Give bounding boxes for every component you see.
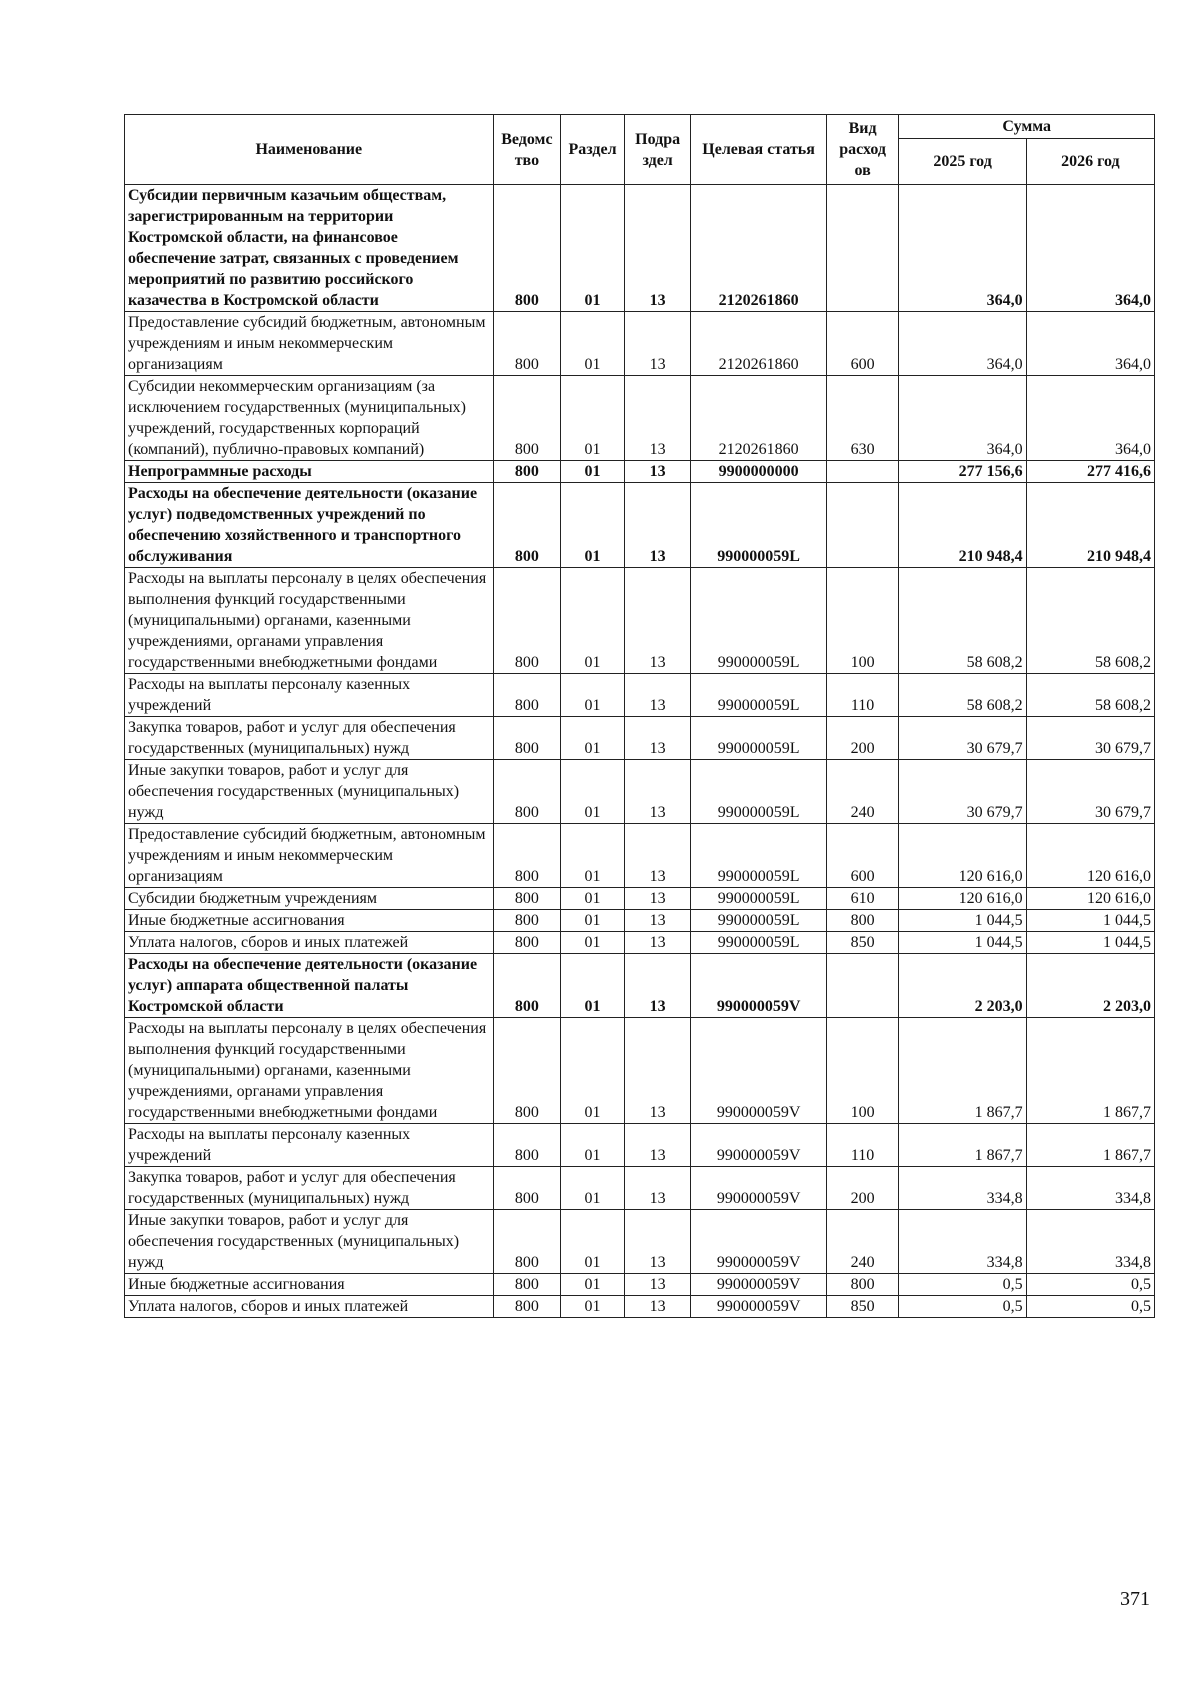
cell-sum-2026: 58 608,2 xyxy=(1026,674,1154,717)
cell-subsection: 13 xyxy=(624,376,691,461)
cell-section: 01 xyxy=(561,760,625,824)
cell-sum-2025: 0,5 xyxy=(899,1274,1026,1296)
cell-subsection: 13 xyxy=(624,568,691,674)
cell-dept: 800 xyxy=(493,932,561,954)
cell-exptype: 850 xyxy=(826,1296,899,1318)
cell-sum-2025: 58 608,2 xyxy=(899,674,1026,717)
cell-subsection: 13 xyxy=(624,312,691,376)
cell-name: Расходы на выплаты персоналу в целях обеспечения выполнения функций государственными (муниципальными) органами, казенными учреждениями, органами управления государственными внебюджетными фондами xyxy=(125,568,494,674)
cell-section: 01 xyxy=(561,1018,625,1124)
cell-exptype: 800 xyxy=(826,910,899,932)
cell-section: 01 xyxy=(561,483,625,568)
cell-subsection: 13 xyxy=(624,1018,691,1124)
table-header xyxy=(125,115,1155,185)
cell-sum-2025: 1 044,5 xyxy=(899,932,1026,954)
table-row xyxy=(125,483,1155,568)
cell-subsection: 13 xyxy=(624,824,691,888)
cell-subsection: 13 xyxy=(624,910,691,932)
cell-sum-2026: 1 044,5 xyxy=(1026,910,1154,932)
cell-name: Расходы на выплаты персоналу казенных учреждений xyxy=(125,674,494,717)
cell-dept: 800 xyxy=(493,483,561,568)
table-row xyxy=(125,1296,1155,1318)
cell-sum-2025: 30 679,7 xyxy=(899,717,1026,760)
cell-dept: 800 xyxy=(493,910,561,932)
cell-target: 2120261860 xyxy=(691,185,826,312)
cell-section: 01 xyxy=(561,568,625,674)
cell-sum-2025: 2 203,0 xyxy=(899,954,1026,1018)
cell-section: 01 xyxy=(561,954,625,1018)
cell-section: 01 xyxy=(561,312,625,376)
table-row xyxy=(125,185,1155,312)
cell-target: 990000059V xyxy=(691,1018,826,1124)
cell-name: Субсидии первичным казачьим обществам, зарегистрированным на территории Костромской области, на финансовое обеспечение затрат, связанных с проведением мероприятий по развитию российского казачества в Костромской области xyxy=(125,185,494,312)
cell-exptype: 630 xyxy=(826,376,899,461)
cell-dept: 800 xyxy=(493,1296,561,1318)
cell-exptype: 600 xyxy=(826,824,899,888)
cell-subsection: 13 xyxy=(624,185,691,312)
cell-target: 990000059V xyxy=(691,1296,826,1318)
cell-sum-2025: 277 156,6 xyxy=(899,461,1026,483)
cell-dept: 800 xyxy=(493,461,561,483)
cell-section: 01 xyxy=(561,824,625,888)
table-row xyxy=(125,312,1155,376)
cell-target: 990000059L xyxy=(691,888,826,910)
cell-dept: 800 xyxy=(493,888,561,910)
table-row xyxy=(125,824,1155,888)
cell-sum-2026: 277 416,6 xyxy=(1026,461,1154,483)
table-body xyxy=(125,185,1155,1318)
cell-name: Расходы на обеспечение деятельности (оказание услуг) подведомственных учреждений по обеспечению хозяйственного и транспортного обслуживания xyxy=(125,483,494,568)
cell-target: 990000059L xyxy=(691,717,826,760)
cell-exptype: 240 xyxy=(826,1210,899,1274)
cell-sum-2025: 0,5 xyxy=(899,1296,1026,1318)
cell-sum-2026: 1 044,5 xyxy=(1026,932,1154,954)
header-year-2026: 2026 год xyxy=(1026,139,1154,185)
cell-name: Закупка товаров, работ и услуг для обеспечения государственных (муниципальных) нужд xyxy=(125,717,494,760)
cell-dept: 800 xyxy=(493,1274,561,1296)
cell-sum-2026: 1 867,7 xyxy=(1026,1124,1154,1167)
cell-target: 990000059L xyxy=(691,483,826,568)
cell-subsection: 13 xyxy=(624,954,691,1018)
cell-target: 990000059V xyxy=(691,1210,826,1274)
cell-dept: 800 xyxy=(493,1210,561,1274)
cell-dept: 800 xyxy=(493,1018,561,1124)
cell-dept: 800 xyxy=(493,760,561,824)
cell-target: 990000059V xyxy=(691,1167,826,1210)
cell-dept: 800 xyxy=(493,1167,561,1210)
cell-subsection: 13 xyxy=(624,461,691,483)
cell-subsection: 13 xyxy=(624,888,691,910)
header-name: Наименование xyxy=(125,115,494,185)
cell-sum-2026: 30 679,7 xyxy=(1026,760,1154,824)
cell-subsection: 13 xyxy=(624,674,691,717)
cell-subsection: 13 xyxy=(624,932,691,954)
cell-subsection: 13 xyxy=(624,1167,691,1210)
cell-target: 990000059L xyxy=(691,760,826,824)
cell-target: 990000059V xyxy=(691,1274,826,1296)
table-row xyxy=(125,376,1155,461)
cell-section: 01 xyxy=(561,376,625,461)
cell-exptype: 240 xyxy=(826,760,899,824)
cell-exptype xyxy=(826,954,899,1018)
cell-target: 990000059V xyxy=(691,954,826,1018)
cell-name: Закупка товаров, работ и услуг для обеспечения государственных (муниципальных) нужд xyxy=(125,1167,494,1210)
cell-sum-2025: 120 616,0 xyxy=(899,824,1026,888)
cell-target: 9900000000 xyxy=(691,461,826,483)
table-row xyxy=(125,1018,1155,1124)
cell-section: 01 xyxy=(561,717,625,760)
table-row xyxy=(125,910,1155,932)
cell-section: 01 xyxy=(561,1124,625,1167)
table-row xyxy=(125,1274,1155,1296)
cell-section: 01 xyxy=(561,932,625,954)
cell-section: 01 xyxy=(561,461,625,483)
cell-subsection: 13 xyxy=(624,1296,691,1318)
cell-name: Иные бюджетные ассигнования xyxy=(125,910,494,932)
cell-name: Уплата налогов, сборов и иных платежей xyxy=(125,932,494,954)
table-row xyxy=(125,1167,1155,1210)
budget-table xyxy=(124,114,1155,1318)
cell-subsection: 13 xyxy=(624,1274,691,1296)
cell-target: 990000059L xyxy=(691,932,826,954)
cell-dept: 800 xyxy=(493,824,561,888)
cell-sum-2025: 1 044,5 xyxy=(899,910,1026,932)
cell-section: 01 xyxy=(561,1274,625,1296)
cell-sum-2026: 0,5 xyxy=(1026,1274,1154,1296)
cell-section: 01 xyxy=(561,1296,625,1318)
cell-sum-2025: 30 679,7 xyxy=(899,760,1026,824)
cell-name: Иные бюджетные ассигнования xyxy=(125,1274,494,1296)
cell-name: Непрограммные расходы xyxy=(125,461,494,483)
cell-sum-2025: 1 867,7 xyxy=(899,1018,1026,1124)
cell-subsection: 13 xyxy=(624,717,691,760)
cell-sum-2025: 334,8 xyxy=(899,1210,1026,1274)
cell-dept: 800 xyxy=(493,954,561,1018)
cell-sum-2026: 120 616,0 xyxy=(1026,888,1154,910)
cell-target: 2120261860 xyxy=(691,376,826,461)
table-row xyxy=(125,954,1155,1018)
table-row xyxy=(125,932,1155,954)
table-row xyxy=(125,674,1155,717)
cell-sum-2025: 58 608,2 xyxy=(899,568,1026,674)
cell-sum-2026: 210 948,4 xyxy=(1026,483,1154,568)
cell-exptype xyxy=(826,483,899,568)
cell-target: 990000059V xyxy=(691,1124,826,1167)
table-row xyxy=(125,1124,1155,1167)
header-exptype: Вид расход ов xyxy=(826,115,899,185)
header-year-2025: 2025 год xyxy=(899,139,1026,185)
cell-name: Субсидии некоммерческим организациям (за исключением государственных (муниципальных) учреждений, государственных корпораций (компаний), публично-правовых компаний) xyxy=(125,376,494,461)
cell-name: Предоставление субсидий бюджетным, автономным учреждениям и иным некоммерческим организациям xyxy=(125,824,494,888)
cell-sum-2026: 364,0 xyxy=(1026,312,1154,376)
table-row xyxy=(125,461,1155,483)
cell-name: Расходы на выплаты персоналу в целях обеспечения выполнения функций государственными (муниципальными) органами, казенными учреждениями, органами управления государственными внебюджетными фондами xyxy=(125,1018,494,1124)
cell-exptype: 850 xyxy=(826,932,899,954)
cell-sum-2026: 30 679,7 xyxy=(1026,717,1154,760)
cell-dept: 800 xyxy=(493,376,561,461)
cell-target: 990000059L xyxy=(691,910,826,932)
cell-name: Субсидии бюджетным учреждениям xyxy=(125,888,494,910)
cell-sum-2025: 364,0 xyxy=(899,312,1026,376)
cell-sum-2026: 120 616,0 xyxy=(1026,824,1154,888)
cell-dept: 800 xyxy=(493,1124,561,1167)
cell-sum-2026: 364,0 xyxy=(1026,185,1154,312)
cell-subsection: 13 xyxy=(624,1210,691,1274)
cell-exptype: 100 xyxy=(826,1018,899,1124)
cell-sum-2026: 334,8 xyxy=(1026,1167,1154,1210)
cell-dept: 800 xyxy=(493,674,561,717)
cell-sum-2025: 1 867,7 xyxy=(899,1124,1026,1167)
cell-sum-2025: 364,0 xyxy=(899,185,1026,312)
cell-subsection: 13 xyxy=(624,760,691,824)
cell-sum-2025: 334,8 xyxy=(899,1167,1026,1210)
table-row xyxy=(125,568,1155,674)
cell-name: Расходы на выплаты персоналу казенных учреждений xyxy=(125,1124,494,1167)
cell-dept: 800 xyxy=(493,312,561,376)
table-row xyxy=(125,717,1155,760)
header-sum: Сумма xyxy=(899,115,1155,139)
cell-exptype: 610 xyxy=(826,888,899,910)
table-row xyxy=(125,888,1155,910)
cell-exptype: 110 xyxy=(826,1124,899,1167)
cell-exptype: 200 xyxy=(826,1167,899,1210)
cell-name: Уплата налогов, сборов и иных платежей xyxy=(125,1296,494,1318)
cell-exptype: 800 xyxy=(826,1274,899,1296)
cell-subsection: 13 xyxy=(624,483,691,568)
cell-target: 990000059L xyxy=(691,674,826,717)
header-target: Целевая статья xyxy=(691,115,826,185)
cell-sum-2026: 1 867,7 xyxy=(1026,1018,1154,1124)
cell-exptype xyxy=(826,461,899,483)
cell-section: 01 xyxy=(561,910,625,932)
cell-sum-2026: 0,5 xyxy=(1026,1296,1154,1318)
cell-target: 990000059L xyxy=(691,568,826,674)
cell-exptype: 600 xyxy=(826,312,899,376)
cell-dept: 800 xyxy=(493,185,561,312)
cell-section: 01 xyxy=(561,1167,625,1210)
cell-sum-2026: 334,8 xyxy=(1026,1210,1154,1274)
header-section: Раздел xyxy=(561,115,625,185)
table-row xyxy=(125,760,1155,824)
cell-sum-2025: 364,0 xyxy=(899,376,1026,461)
table-row xyxy=(125,1210,1155,1274)
header-subsection: Подра здел xyxy=(624,115,691,185)
cell-subsection: 13 xyxy=(624,1124,691,1167)
cell-sum-2025: 210 948,4 xyxy=(899,483,1026,568)
cell-section: 01 xyxy=(561,1210,625,1274)
cell-target: 2120261860 xyxy=(691,312,826,376)
cell-exptype: 110 xyxy=(826,674,899,717)
cell-exptype: 100 xyxy=(826,568,899,674)
cell-sum-2026: 58 608,2 xyxy=(1026,568,1154,674)
cell-name: Расходы на обеспечение деятельности (оказание услуг) аппарата общественной палаты Костромской области xyxy=(125,954,494,1018)
cell-section: 01 xyxy=(561,674,625,717)
cell-sum-2025: 120 616,0 xyxy=(899,888,1026,910)
header-dept: Ведомс тво xyxy=(493,115,561,185)
cell-section: 01 xyxy=(561,185,625,312)
page-number: 371 xyxy=(1120,1588,1150,1610)
cell-sum-2026: 2 203,0 xyxy=(1026,954,1154,1018)
cell-name: Иные закупки товаров, работ и услуг для обеспечения государственных (муниципальных) нужд xyxy=(125,1210,494,1274)
cell-sum-2026: 364,0 xyxy=(1026,376,1154,461)
cell-dept: 800 xyxy=(493,568,561,674)
cell-exptype xyxy=(826,185,899,312)
cell-name: Иные закупки товаров, работ и услуг для обеспечения государственных (муниципальных) нужд xyxy=(125,760,494,824)
cell-name: Предоставление субсидий бюджетным, автономным учреждениям и иным некоммерческим организациям xyxy=(125,312,494,376)
cell-target: 990000059L xyxy=(691,824,826,888)
cell-exptype: 200 xyxy=(826,717,899,760)
cell-section: 01 xyxy=(561,888,625,910)
cell-dept: 800 xyxy=(493,717,561,760)
